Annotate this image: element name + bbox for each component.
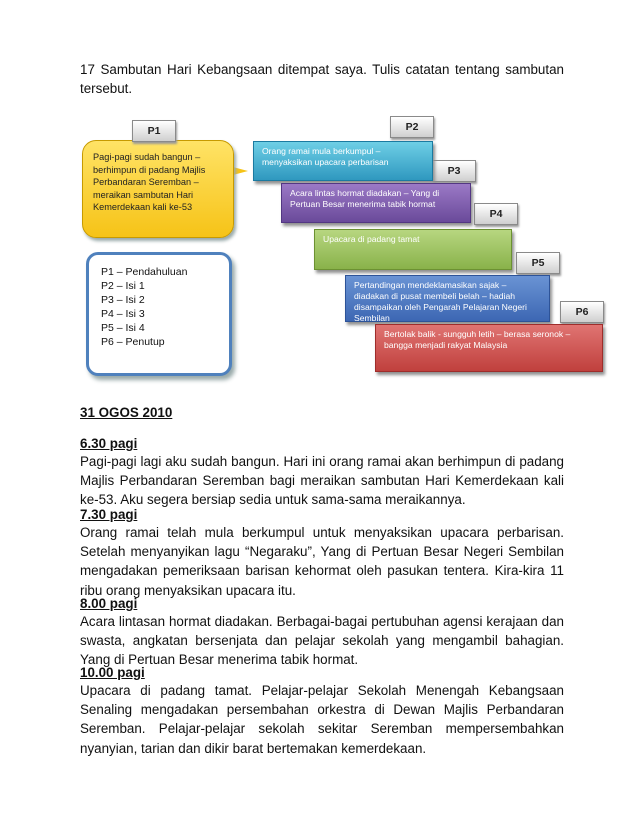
- tag-p2: P2: [390, 116, 434, 138]
- entry-time: 10.00 pagi: [80, 665, 145, 680]
- step-p4: Upacara di padang tamat: [314, 229, 512, 270]
- tag-p3: P3: [432, 160, 476, 182]
- entry-time: 6.30 pagi: [80, 436, 138, 451]
- legend-box: [86, 252, 232, 376]
- step-p5: Pertandingan mendeklamasikan sajak –diadakan di pusat membeli belah – hadiah disampaikan oleh Pengarah Pelajaran Negeri Sembilan: [345, 275, 550, 322]
- legend-item: P6 – Penutup: [101, 336, 165, 348]
- legend-item: P4 – Isi 3: [101, 308, 145, 320]
- entry-text: Upacara di padang tamat. Pelajar-pelajar Sekolah Menengah Kebangsaan Senaling mengadakan persembahan orkestra di Dewan Majlis Perbandaran Seremban. Pelajar-pelajar sekolah sekitar Seremban mempersembahkan nyanyian, tarian dan dikir barat bertemakan kemerdekaan.: [80, 683, 564, 756]
- step-p2: Orang ramai mula berkumpul – menyaksikan upacara perbarisan: [253, 141, 433, 181]
- entry-text: Orang ramai telah mula berkumpul untuk menyaksikan upacara perbarisan. Setelah menyanyikan lagu “Negaraku”, Yang di Pertuan Besar Negeri Sembilan mengadakan pemeriksaan barisan kehormat oleh pasukan tentera. Kira-kira 11 ribu orang menyaksikan upacara itu.: [80, 525, 564, 598]
- legend-item: P5 – Isi 4: [101, 322, 145, 334]
- entry-time: 8.00 pagi: [80, 596, 138, 611]
- intro-callout: [82, 140, 234, 238]
- entry-text: Acara lintasan hormat diadakan. Berbagai-bagai pertubuhan agensi kerajaan dan swasta, angkatan bersenjata dan pelajar sekolah yang mengambil bahagian. Yang di Pertuan Besar menerima tabik hormat.: [80, 614, 564, 668]
- step-p6: Bertolak balik - sungguh letih – berasa seronok – bangga menjadi rakyat Malaysia: [375, 324, 603, 372]
- date-heading: 31 OGOS 2010: [80, 405, 173, 420]
- tag-p1: P1: [132, 120, 176, 142]
- tag-p5: P5: [516, 252, 560, 274]
- legend-item: P3 – Isi 2: [101, 294, 145, 306]
- entry-text: Pagi-pagi lagi aku sudah bangun. Hari ini orang ramai akan berhimpun di padang Majlis Perbandaran Seremban bagi meraikan sambutan Hari Kemerdekaan kali ke-53. Aku segera bersiap sedia untuk sama-sama meraikannya.: [80, 454, 564, 508]
- callout-text: Pagi-pagi sudah bangun – berhimpun di padang Majlis Perbandaran Seremban – meraikan sambutan Hari Kemerdekaan kali ke-53: [93, 152, 206, 213]
- tag-p4: P4: [474, 203, 518, 225]
- step-p3: Acara lintas hormat diadakan – Yang di Pertuan Besar menerima tabik hormat: [281, 183, 471, 223]
- legend-item: P2 – Isi 1: [101, 280, 145, 292]
- tag-p6: P6: [560, 301, 604, 323]
- question-text: 17 Sambutan Hari Kebangsaan ditempat saya. Tulis catatan tentang sambutan tersebut.: [80, 62, 564, 96]
- legend-item: P1 – Pendahuluan: [101, 266, 188, 278]
- entry-time: 7.30 pagi: [80, 507, 138, 522]
